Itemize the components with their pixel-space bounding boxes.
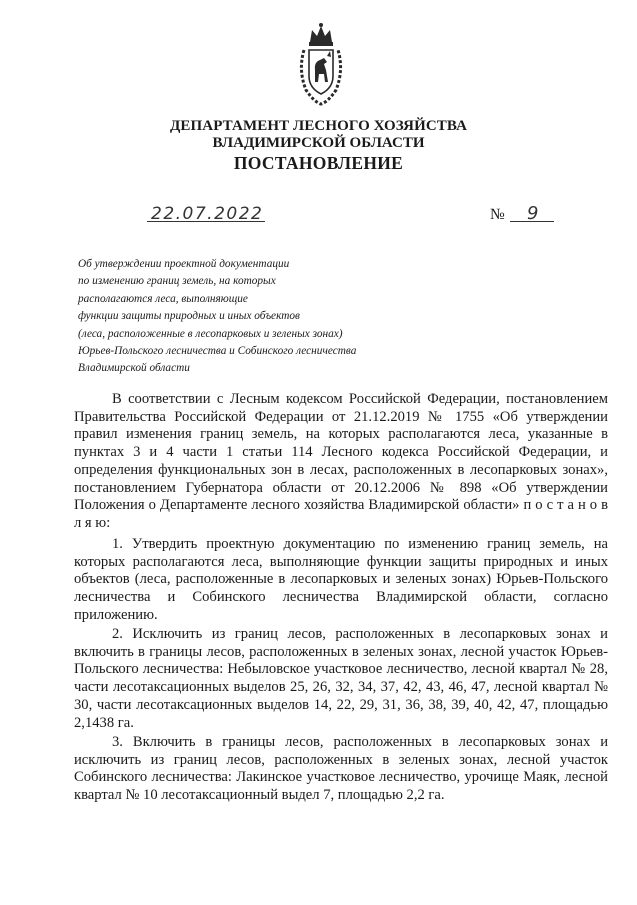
subject-line: (леса, расположенные в лесопарковых и зеленых зонах): [78, 327, 343, 340]
department-title: ДЕПАРТАМЕНТ ЛЕСНОГО ХОЗЯЙСТВА: [170, 118, 467, 134]
number-label: №: [490, 206, 505, 223]
region-title: ВЛАДИМИРСКОЙ ОБЛАСТИ: [212, 135, 425, 151]
subject-line: функции защиты природных и иных объектов: [78, 310, 300, 323]
number-underline: [510, 221, 554, 222]
preamble-text: В соответствии с Лесным кодексом Российской Федерации, постановлением Правительства Российской Федерации от 21.12.2019 № 1755 «Об утверждении правил изменения границ земель, на которых располагаются леса, указанные в пунктах 3 и 4 части 1 статьи 114 Лесного кодекса Российской Федерации, и определения функциональных зон в лесах, расположенных в лесопарковых зонах», постановлением Губернатора области от 20.12.2006 № 898 «Об утверждении Положения о Департаменте лесного хозяйства Владимирской области»: [74, 391, 608, 514]
document-number: 9: [527, 203, 539, 224]
item-paragraph-3: 3. Включить в границы лесов, расположенных в лесопарковых зонах и исключить из границ лесов, расположенных в зеленых зонах, лесной участок Собинского лесничества: Лакинское участковое лесничество, урочище Маяк, лесной квартал № 10 лесотаксационный выдел 7, площадью 2,2 га.: [74, 734, 608, 804]
document-date: 22.07.2022: [151, 204, 264, 224]
date-underline: [147, 221, 265, 222]
preamble-paragraph: [74, 391, 608, 533]
subject-line: располагаются леса, выполняющие: [78, 292, 248, 305]
item-paragraph-2: 2. Исключить из границ лесов, расположенных в лесопарковых зонах и включить в границы лесов, расположенных в зеленых зонах, лесной участок Юрьев-Польского лесничества: Небыловское участковое лесничество, лесной квартал № 28, части лесотаксационных выделов 25, 26, 32, 34, 37, 42, 43, 46, 47, лесной квартал № 30, части лесотаксационных выделов 14, 22, 29, 31, 36, 38, 39, 40, 42, 47, площадью 2,1438 га.: [74, 626, 608, 731]
resolve-word: п о с т а н о в л я ю:: [74, 497, 608, 531]
item-paragraph-1: 1. Утвердить проектную документацию по изменению границ земель, на которых располагаются леса, выполняющие функции защиты природных и иных объектов (леса, расположенные в лесопарковых и зеленых зонах) Юрьев-Польского лесничества и Собинского лесничества Владимирской области, согласно приложению.: [74, 536, 608, 623]
coat-of-arms-icon: [296, 20, 346, 106]
subject-line: по изменению границ земель, на которых: [78, 275, 276, 288]
document-type: ПОСТАНОВЛЕНИЕ: [233, 153, 404, 173]
subject-line: Об утверждении проектной документации: [78, 258, 290, 270]
subject-block: [78, 256, 418, 378]
subject-line: Юрьев-Польского лесничества и Собинского лесничества: [78, 345, 357, 358]
subject-line: Владимирской области: [78, 362, 190, 375]
